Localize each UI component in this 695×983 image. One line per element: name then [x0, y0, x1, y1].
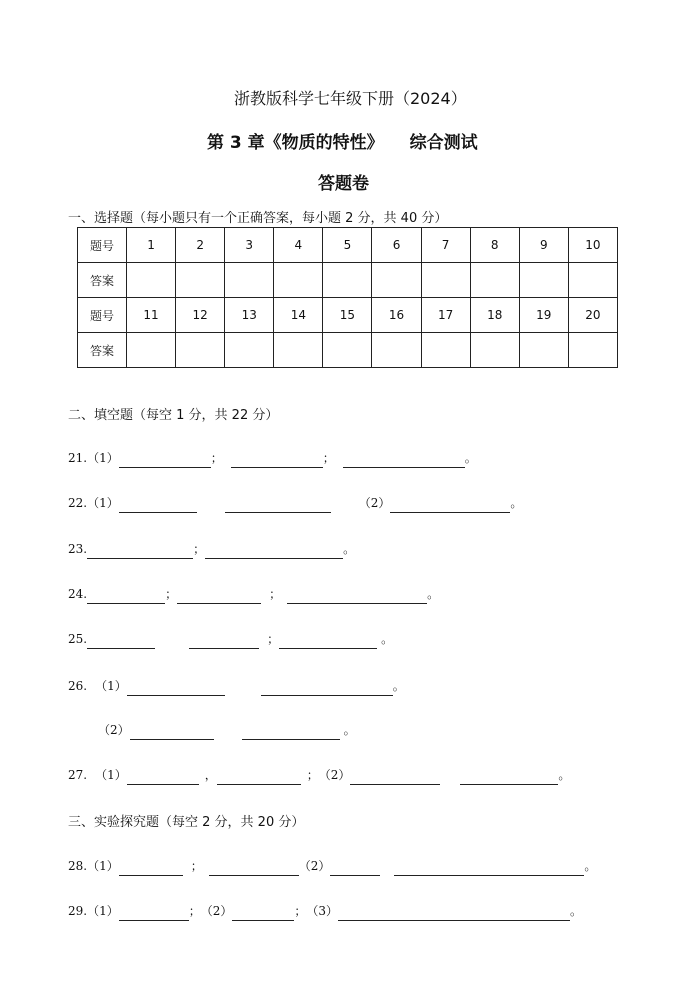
answer-blank[interactable]	[287, 589, 427, 604]
question-23	[68, 539, 355, 559]
question-number-cell: 4	[274, 228, 323, 263]
answer-blank[interactable]	[242, 725, 340, 740]
question-number-cell: 14	[274, 298, 323, 333]
separator: ；	[193, 542, 206, 556]
separator: ；	[294, 904, 307, 918]
answer-blank[interactable]	[87, 634, 155, 649]
chapter-name: 第 3 章《物质的特性》	[207, 133, 384, 153]
part-label: （1）	[87, 859, 119, 873]
separator: ；	[306, 768, 319, 782]
table-row	[78, 298, 618, 333]
part-label: （1）	[95, 679, 127, 693]
question-number: 29.	[68, 904, 88, 918]
question-number-cell: 12	[176, 298, 225, 333]
answer-blank[interactable]	[460, 770, 558, 785]
answer-blank[interactable]	[87, 589, 165, 604]
end-mark: 。	[392, 679, 405, 693]
test-name: 综合测试	[409, 133, 478, 153]
answer-cell[interactable]	[274, 263, 323, 298]
end-mark: 。	[343, 723, 356, 737]
end-mark: 。	[464, 451, 477, 465]
section-experiment-heading: 三、实验探究题（每空 2 分，共 20 分）	[68, 815, 305, 830]
answer-cell[interactable]	[372, 333, 421, 368]
separator: ，	[204, 768, 217, 782]
document-title: 浙教版科学七年级下册（2024）	[234, 89, 467, 108]
question-number-cell: 13	[225, 298, 274, 333]
question-number: 26.	[68, 679, 88, 693]
end-mark: 。	[570, 904, 583, 918]
answer-blank[interactable]	[232, 906, 294, 921]
row-label-number: 题号	[78, 228, 127, 263]
part-label: （1）	[87, 496, 119, 510]
question-29	[68, 901, 582, 921]
separator: ；	[269, 587, 282, 601]
answer-blank[interactable]	[87, 544, 193, 559]
separator: ；	[267, 632, 280, 646]
answer-cell[interactable]	[421, 333, 470, 368]
sheet-title: 答题卷	[318, 174, 369, 194]
separator: ；	[190, 859, 203, 873]
answer-blank[interactable]	[209, 861, 299, 876]
answer-cell[interactable]	[225, 263, 274, 298]
question-number-cell: 11	[127, 298, 176, 333]
answer-blank[interactable]	[119, 906, 189, 921]
answer-blank[interactable]	[330, 861, 380, 876]
answer-blank[interactable]	[127, 681, 225, 696]
separator: ；	[165, 587, 178, 601]
answer-cell[interactable]	[127, 333, 176, 368]
question-number-cell: 9	[519, 228, 568, 263]
part-label: （3）	[306, 904, 339, 918]
answer-cell[interactable]	[323, 263, 372, 298]
row-label-answer: 答案	[78, 333, 127, 368]
answer-cell[interactable]	[323, 333, 372, 368]
section-fill-heading: 二、填空题（每空 1 分，共 22 分）	[68, 408, 279, 423]
separator: ；	[322, 451, 335, 465]
answer-blank[interactable]	[119, 453, 211, 468]
section-choice-heading: 一、选择题（每小题只有一个正确答案，每小题 2 分，共 40 分）	[68, 211, 448, 226]
question-26-part-1	[68, 676, 405, 696]
answer-blank[interactable]	[217, 770, 301, 785]
end-mark: 。	[558, 768, 571, 782]
end-mark: 。	[584, 859, 597, 873]
question-number: 24.	[68, 587, 88, 601]
table-row	[78, 333, 618, 368]
answer-cell[interactable]	[470, 333, 519, 368]
answer-cell[interactable]	[568, 333, 617, 368]
answer-blank[interactable]	[394, 861, 584, 876]
answer-blank[interactable]	[350, 770, 440, 785]
question-28	[68, 856, 596, 876]
question-26-part-2	[98, 720, 356, 740]
question-number: 28.	[68, 859, 88, 873]
question-number: 27.	[68, 768, 88, 782]
question-number-cell: 20	[568, 298, 617, 333]
separator: ；	[210, 451, 223, 465]
question-number-cell: 15	[323, 298, 372, 333]
answer-cell[interactable]	[225, 333, 274, 368]
answer-cell[interactable]	[421, 263, 470, 298]
answer-blank[interactable]	[189, 634, 259, 649]
question-number-cell: 3	[225, 228, 274, 263]
question-number-cell: 19	[519, 298, 568, 333]
answer-cell[interactable]	[372, 263, 421, 298]
question-number-cell: 8	[470, 228, 519, 263]
part-label: （1）	[87, 904, 119, 918]
answer-blank[interactable]	[338, 906, 570, 921]
question-24	[68, 584, 439, 604]
part-label: （1）	[87, 451, 119, 465]
question-number-cell: 16	[372, 298, 421, 333]
answer-cell[interactable]	[519, 263, 568, 298]
answer-blank[interactable]	[119, 861, 183, 876]
answer-blank[interactable]	[205, 544, 343, 559]
row-label-number: 题号	[78, 298, 127, 333]
question-number-cell: 10	[568, 228, 617, 263]
table-row	[78, 263, 618, 298]
answer-blank[interactable]	[127, 770, 199, 785]
question-22	[68, 493, 522, 513]
answer-blank[interactable]	[231, 453, 323, 468]
row-label-answer: 答案	[78, 263, 127, 298]
question-number-cell: 17	[421, 298, 470, 333]
answer-blank[interactable]	[343, 453, 465, 468]
answer-blank[interactable]	[119, 498, 197, 513]
chapter-subtitle	[207, 128, 478, 153]
question-number-cell: 7	[421, 228, 470, 263]
question-27	[68, 765, 570, 785]
answer-cell[interactable]	[274, 333, 323, 368]
answer-cell[interactable]	[519, 333, 568, 368]
part-label: （2）	[358, 496, 391, 510]
question-number: 23.	[68, 542, 88, 556]
answer-blank[interactable]	[177, 589, 261, 604]
part-label: （2）	[200, 904, 233, 918]
question-number-cell: 2	[176, 228, 225, 263]
question-number-cell: 1	[127, 228, 176, 263]
choice-answer-table	[77, 227, 618, 368]
part-label: （2）	[98, 723, 130, 737]
answer-cell[interactable]	[176, 263, 225, 298]
end-mark: 。	[427, 587, 440, 601]
answer-blank[interactable]	[261, 681, 393, 696]
answer-cell[interactable]	[176, 333, 225, 368]
answer-blank[interactable]	[225, 498, 331, 513]
answer-cell[interactable]	[127, 263, 176, 298]
question-number-cell: 18	[470, 298, 519, 333]
part-label: （1）	[95, 768, 127, 782]
question-number-cell: 6	[372, 228, 421, 263]
answer-blank[interactable]	[390, 498, 510, 513]
answer-blank[interactable]	[279, 634, 377, 649]
end-mark: 。	[343, 542, 356, 556]
answer-blank[interactable]	[130, 725, 214, 740]
answer-cell[interactable]	[568, 263, 617, 298]
question-21	[68, 448, 477, 468]
separator: ；	[188, 904, 201, 918]
answer-cell[interactable]	[470, 263, 519, 298]
question-number: 25.	[68, 632, 88, 646]
question-number: 22.	[68, 496, 88, 510]
question-number-cell: 5	[323, 228, 372, 263]
table-row	[78, 228, 618, 263]
end-mark: 。	[510, 496, 523, 510]
question-number: 21.	[68, 451, 88, 465]
question-25	[68, 629, 393, 649]
end-mark: 。	[381, 632, 394, 646]
part-label: （2）	[318, 768, 351, 782]
part-label: （2）	[298, 859, 331, 873]
